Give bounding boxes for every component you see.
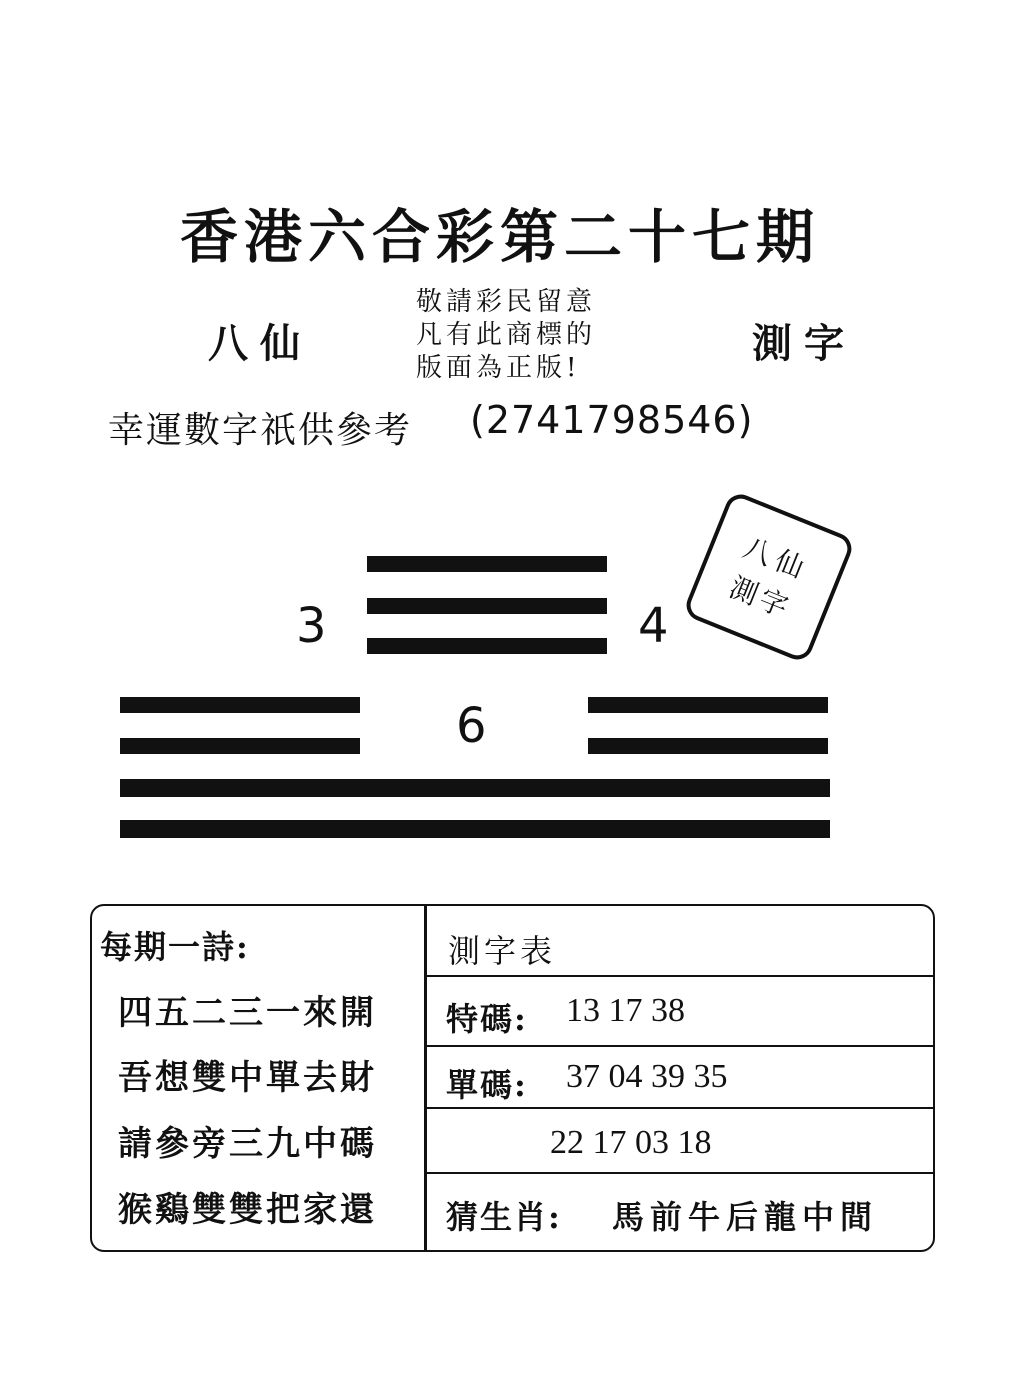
single-numbers-row-1: 37 04 39 35	[566, 1058, 728, 1095]
trigram-bar-lower-right-1	[588, 697, 828, 713]
notice-line: 凡有此商標的	[416, 320, 597, 350]
poem-line: 猴鷄雙雙把家還	[118, 1190, 377, 1230]
trigram-bar-lower-full-1	[120, 779, 830, 797]
zodiac-text: 馬前牛后龍中間	[612, 1198, 879, 1236]
page-title: 香港六合彩第二十七期	[180, 203, 821, 271]
box-row-divider	[427, 975, 933, 977]
authenticity-notice	[416, 286, 676, 385]
box-row-divider	[427, 1045, 933, 1047]
stamp-line-2: 測字	[724, 570, 797, 626]
brand-label-right: 測字	[752, 320, 856, 367]
single-number-label: 單碼:	[446, 1066, 528, 1104]
box-row-divider	[427, 1172, 933, 1174]
box-vertical-divider	[424, 906, 427, 1250]
poem-heading: 每期一詩:	[100, 928, 250, 966]
zodiac-label: 猜生肖:	[446, 1198, 562, 1236]
trigram-number-right: 4	[638, 598, 669, 654]
trigram-bar-upper-3	[367, 638, 607, 654]
trigram-number-left: 3	[296, 598, 327, 654]
poem-line: 請參旁三九中碼	[118, 1124, 377, 1164]
stamp-line-1: 八仙	[738, 530, 815, 587]
lucky-numbers-label: 幸運數字祇供參考	[108, 410, 413, 451]
trigram-bar-lower-full-2	[120, 820, 830, 838]
brand-label-left: 八仙	[208, 320, 312, 367]
notice-line: 版面為正版!	[416, 353, 581, 383]
table-heading: 測字表	[448, 932, 557, 970]
poem-line: 四五二三一來開	[118, 993, 377, 1033]
box-row-divider	[427, 1107, 933, 1109]
special-number-label: 特碼:	[446, 1000, 528, 1038]
trigram-bar-lower-left-1	[120, 697, 360, 713]
trigram-bar-lower-right-2	[588, 738, 828, 754]
poem-line: 吾想雙中單去財	[118, 1058, 377, 1098]
special-numbers: 13 17 38	[566, 992, 685, 1029]
lucky-numbers-value: (2741798546)	[470, 398, 754, 442]
trigram-bar-upper-2	[367, 598, 607, 614]
notice-line: 敬請彩民留意	[416, 287, 597, 317]
trigram-number-center: 6	[456, 698, 487, 754]
trigram-bar-lower-left-2	[120, 738, 360, 754]
trigram-bar-upper-1	[367, 556, 607, 572]
single-numbers-row-2: 22 17 03 18	[550, 1124, 712, 1161]
brand-stamp	[682, 490, 856, 664]
